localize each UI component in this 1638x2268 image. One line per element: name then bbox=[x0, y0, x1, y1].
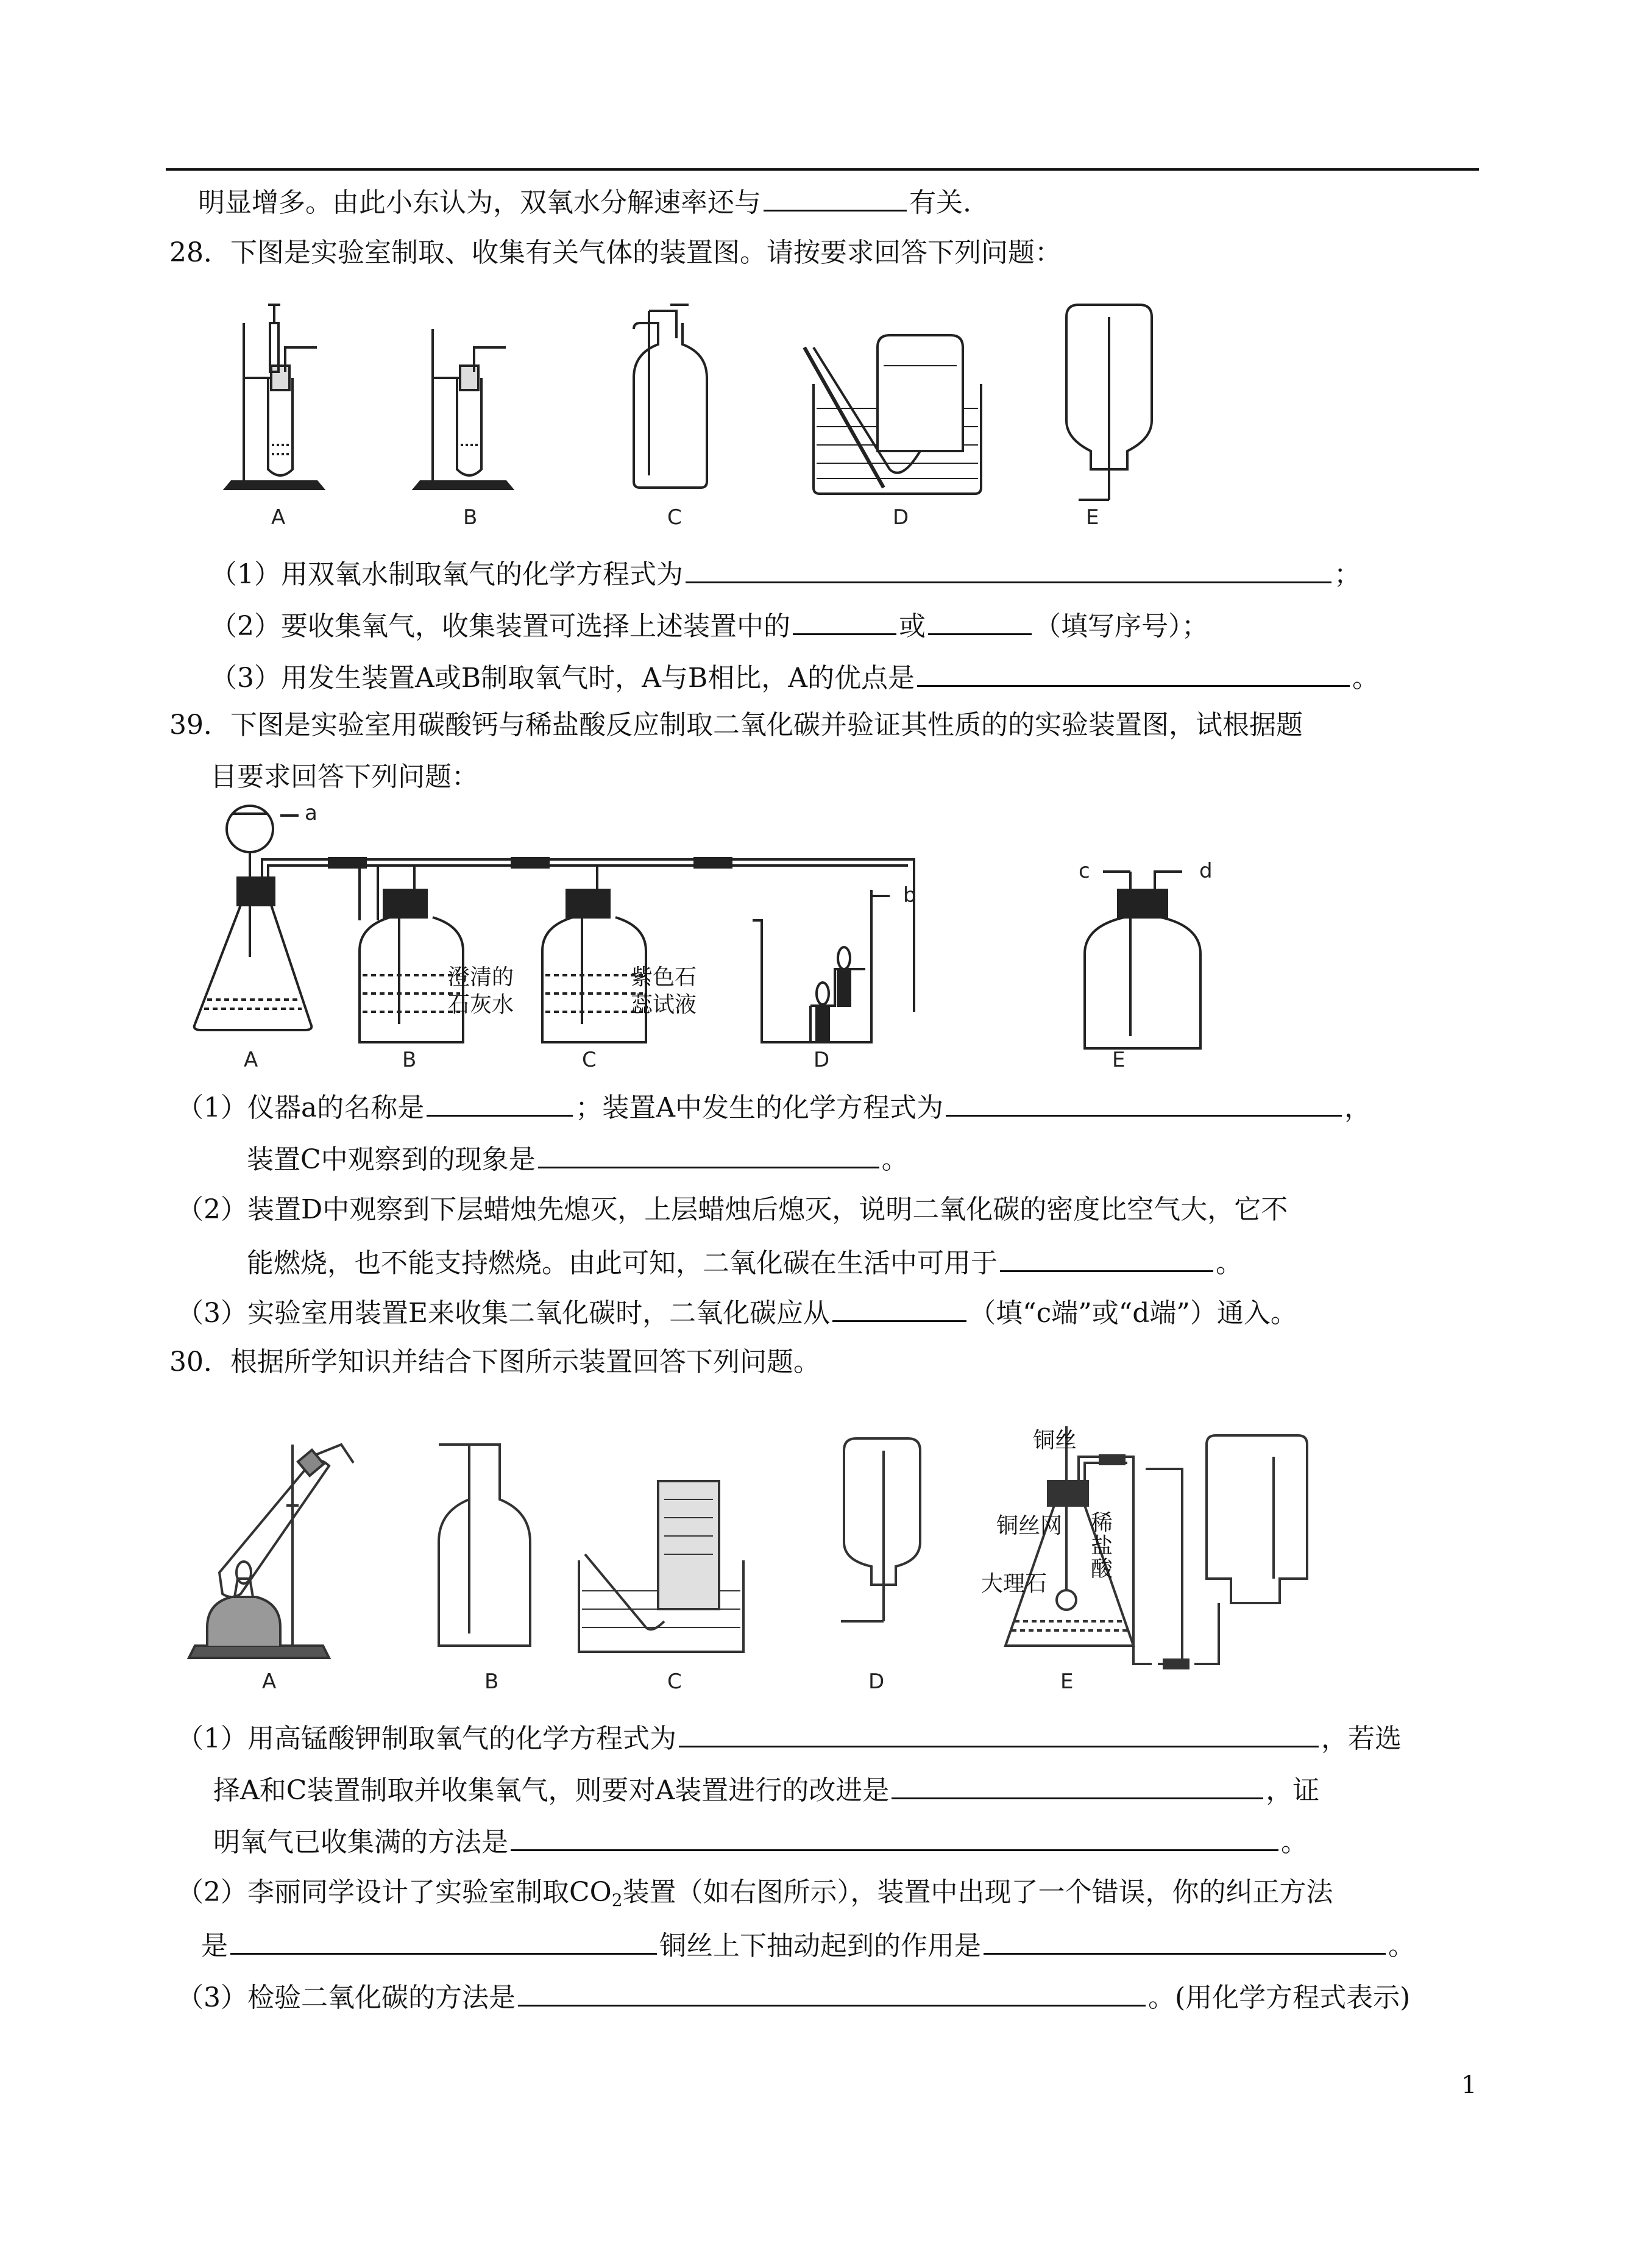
q30-label-b: B bbox=[484, 1669, 499, 1694]
answer-blank[interactable] bbox=[679, 1719, 1319, 1747]
q39-figure bbox=[183, 798, 1280, 1073]
answer-blank[interactable] bbox=[917, 658, 1350, 687]
q39-stem-2: 目要求回答下列问题： bbox=[210, 761, 478, 792]
q30-part3: （3）检验二氧化碳的方法是 。(用化学方程式表示) bbox=[177, 1978, 1410, 2016]
q30-part1: （1）用高锰酸钾制取氧气的化学方程式为 ，若选 bbox=[177, 1719, 1402, 1757]
answer-blank[interactable] bbox=[928, 606, 1032, 635]
answer-blank[interactable] bbox=[230, 1926, 657, 1955]
q30-stem: 30．根据所学知识并结合下图所示装置回答下列问题。 bbox=[169, 1346, 820, 1378]
q28-label-d: D bbox=[893, 505, 909, 530]
answer-blank[interactable] bbox=[1000, 1243, 1213, 1272]
copper-mesh-label: 铜丝网 bbox=[996, 1513, 1063, 1538]
acid-label-1: 稀 bbox=[1091, 1510, 1113, 1535]
q28-label-c: C bbox=[667, 505, 682, 530]
litmus-label-2: 蕊试液 bbox=[631, 992, 697, 1017]
q39-part3: （3）实验室用装置E来收集二氧化碳时，二氧化碳应从 （填“c端”或“d端”）通入。 bbox=[177, 1293, 1297, 1332]
answer-blank[interactable] bbox=[518, 1978, 1146, 2007]
q39-label-a: A bbox=[244, 1048, 258, 1072]
q39-part1: （1）仪器a的名称是 ；装置A中发生的化学方程式为 ， bbox=[177, 1088, 1371, 1126]
q39-part2b: 能燃烧，也不能支持燃烧。由此可知，二氧化碳在生活中可用于 。 bbox=[247, 1243, 1243, 1282]
answer-blank[interactable] bbox=[511, 1822, 1278, 1851]
marble-label: 大理石 bbox=[981, 1571, 1048, 1596]
continuation-tail: 有关. bbox=[909, 187, 971, 218]
q39-label-b: B bbox=[402, 1048, 417, 1072]
limewater-label-1: 澄清的 bbox=[448, 965, 514, 990]
continuation-line bbox=[198, 183, 971, 221]
limewater-label-2: 石灰水 bbox=[448, 992, 514, 1017]
label-b: b bbox=[903, 883, 916, 908]
q30-part1c: 明氧气已收集满的方法是 。 bbox=[213, 1822, 1308, 1861]
q30-label-a: A bbox=[262, 1669, 277, 1694]
header-rule bbox=[166, 168, 1479, 171]
litmus-label-1: 紫色石 bbox=[631, 965, 697, 990]
q30-label-e: E bbox=[1060, 1669, 1074, 1694]
copper-wire-label: 铜丝 bbox=[1033, 1428, 1077, 1453]
answer-blank[interactable] bbox=[538, 1140, 879, 1168]
label-c: c bbox=[1079, 859, 1090, 883]
q28-figure bbox=[219, 286, 1170, 530]
answer-blank[interactable] bbox=[984, 1926, 1386, 1955]
answer-blank[interactable] bbox=[686, 555, 1331, 583]
answer-blank[interactable] bbox=[427, 1088, 573, 1117]
answer-blank[interactable] bbox=[892, 1771, 1263, 1799]
q39-label-c: C bbox=[582, 1048, 597, 1072]
answer-blank[interactable] bbox=[764, 183, 907, 212]
answer-blank[interactable] bbox=[946, 1088, 1342, 1117]
q30-figure bbox=[183, 1420, 1341, 1701]
q30-label-d: D bbox=[868, 1669, 885, 1694]
q39-part1b: 装置C中观察到的现象是 。 bbox=[247, 1140, 909, 1178]
q28-part2: （2）要收集氧气，收集装置可选择上述装置中的 或 （填写序号）； bbox=[210, 606, 1208, 645]
continuation-text: 明显增多。由此小东认为，双氧水分解速率还与 bbox=[198, 187, 761, 218]
q28-label-e: E bbox=[1086, 505, 1099, 530]
q30-part2: （2）李丽同学设计了实验室制取$CO_2$装置（如右图所示），装置中出现了一个错误，你的纠正方法 bbox=[177, 1877, 1333, 1910]
q28-label-a: A bbox=[271, 505, 286, 530]
q28-stem: 28．下图是实验室制取、收集有关气体的装置图。请按要求回答下列问题： bbox=[169, 237, 1062, 268]
page-number: 1 bbox=[1461, 2071, 1477, 2099]
q39-label-e: E bbox=[1112, 1048, 1126, 1072]
q39-label-d: D bbox=[814, 1048, 830, 1072]
answer-blank[interactable] bbox=[793, 606, 896, 635]
q28-part1: （1）用双氧水制取氧气的化学方程式为 ； bbox=[210, 555, 1361, 593]
q39-part2: （2）装置D中观察到下层蜡烛先熄灭，上层蜡烛后熄灭，说明二氧化碳的密度比空气大，它不 bbox=[177, 1194, 1288, 1225]
q30-part1b: 择A和C装置制取并收集氧气，则要对A装置进行的改进是 ，证 bbox=[213, 1771, 1319, 1809]
label-a: a bbox=[305, 801, 317, 825]
label-d: d bbox=[1199, 859, 1213, 883]
q30-label-c: C bbox=[667, 1669, 682, 1694]
acid-label-3: 酸 bbox=[1091, 1557, 1113, 1582]
answer-blank[interactable] bbox=[832, 1293, 966, 1322]
q30-part2b: 是 铜丝上下抽动起到的作用是 。 bbox=[201, 1926, 1415, 1964]
q28-part3: （3）用发生装置A或B制取氧气时，A与B相比，A的优点是 。 bbox=[210, 658, 1379, 697]
acid-label-2: 盐 bbox=[1091, 1534, 1113, 1559]
q39-stem-1: 39．下图是实验室用碳酸钙与稀盐酸反应制取二氧化碳并验证其性质的的实验装置图，试根据题 bbox=[169, 709, 1303, 741]
q28-label-b: B bbox=[463, 505, 478, 530]
